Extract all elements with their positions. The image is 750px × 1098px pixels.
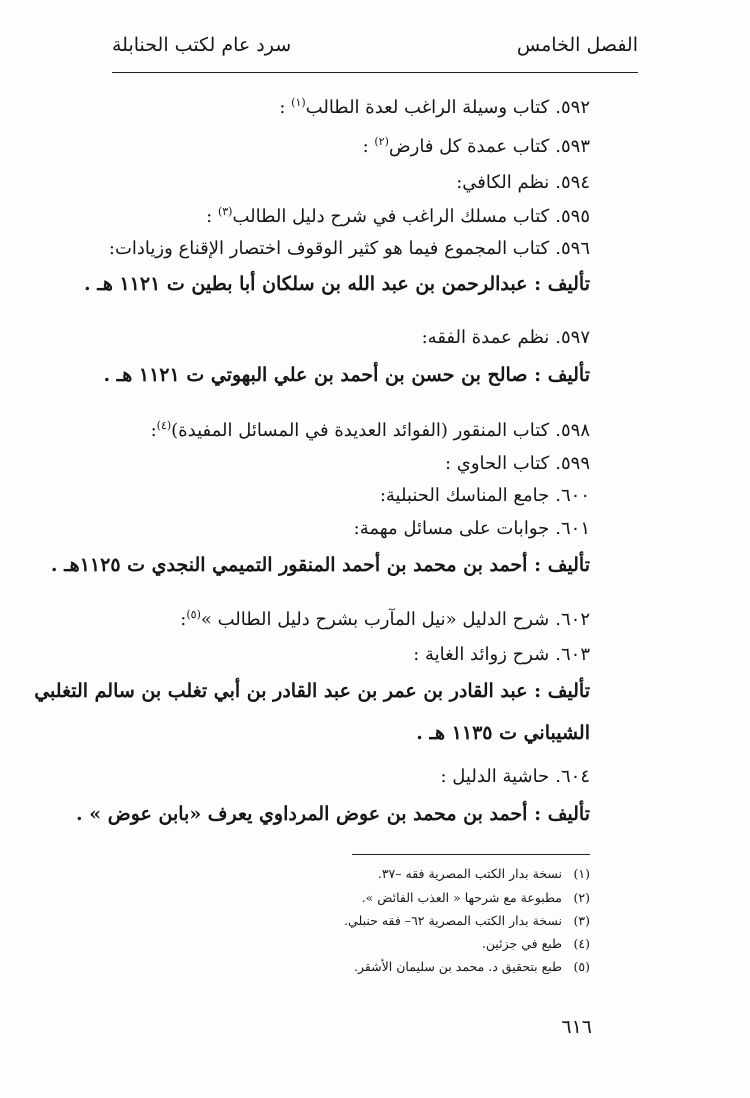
author-line: تأليف : أحمد بن محمد بن عوض المرداوي يعرف «بابن عوض » . xyxy=(76,803,590,825)
entry-602: ٦٠٢.شرح الدليل «نيل المآرب بشرح دليل الطالب »$^{(٥)}$: xyxy=(180,608,590,630)
entry-600: ٦٠٠.جامع المناسك الحنبلية: xyxy=(379,485,590,506)
footnote-2: (٢)مطبوعة مع شرحها « العذب الفائض ». xyxy=(361,890,590,905)
author-line: تأليف : أحمد بن محمد بن أحمد المنقور التميمي النجدي ت ١١٢٥هـ . xyxy=(50,554,590,576)
entry-594: ٥٩٤.نظم الكافي: xyxy=(456,172,590,193)
author-line: تأليف : صالح بن حسن بن أحمد بن علي البهوتي ت ١١٢١ هـ . xyxy=(103,364,590,386)
entry-597: ٥٩٧.نظم عمدة الفقه: xyxy=(421,327,590,348)
footnote-divider xyxy=(352,854,590,855)
entry-595: ٥٩٥.كتاب مسلك الراغب في شرح دليل الطالب$^{(٣)}$ : xyxy=(206,205,590,227)
entry-593: ٥٩٣.كتاب عمدة كل فارض$^{(٢)}$ : xyxy=(362,135,590,157)
entry-604: ٦٠٤.حاشية الدليل : xyxy=(440,766,590,787)
entry-599: ٥٩٩.كتاب الحاوي : xyxy=(444,453,590,474)
entry-596: ٥٩٦.كتاب المجموع فيما هو كثير الوقوف اختصار الإقناع وزيادات: xyxy=(108,238,590,259)
section-title: سرد عام لكتب الحنابلة xyxy=(112,34,292,56)
header-divider xyxy=(112,72,638,73)
footnote-3: (٣)نسخة بدار الكتب المصرية ٦٢– فقه حنبلي. xyxy=(344,913,590,928)
entry-598: ٥٩٨.كتاب المنقور (الفوائد العديدة في المسائل المفيدة)$^{(٤)}$: xyxy=(150,419,590,441)
footnote-5: (٥)طبع بتحقيق د. محمد بن سليمان الأشقر. xyxy=(353,959,590,974)
running-header xyxy=(112,34,638,68)
author-line: تأليف : عبد القادر بن عمر بن عبد القادر بن أبي تغلب بن سالم التغلبي الشيباني ت ١١٣٥ هـ . xyxy=(34,680,590,744)
entry-603: ٦٠٣.شرح زوائد الغاية : xyxy=(413,644,590,665)
footnote-1: (١)نسخة بدار الكتب المصرية فقه –٣٧. xyxy=(377,866,590,881)
footnote-4: (٤)طبع في جزئين. xyxy=(481,936,590,951)
chapter-title: الفصل الخامس xyxy=(516,34,638,56)
page-number: ٦١٦ xyxy=(561,1016,592,1038)
author-line: تأليف : عبدالرحمن بن عبد الله بن سلكان أبا بطين ت ١١٢١ هـ . xyxy=(84,273,590,295)
entry-592: ٥٩٢.كتاب وسيلة الراغب لعدة الطالب$^{(١)}$ : xyxy=(279,96,590,118)
entry-601: ٦٠١.جوابات على مسائل مهمة: xyxy=(353,518,590,539)
